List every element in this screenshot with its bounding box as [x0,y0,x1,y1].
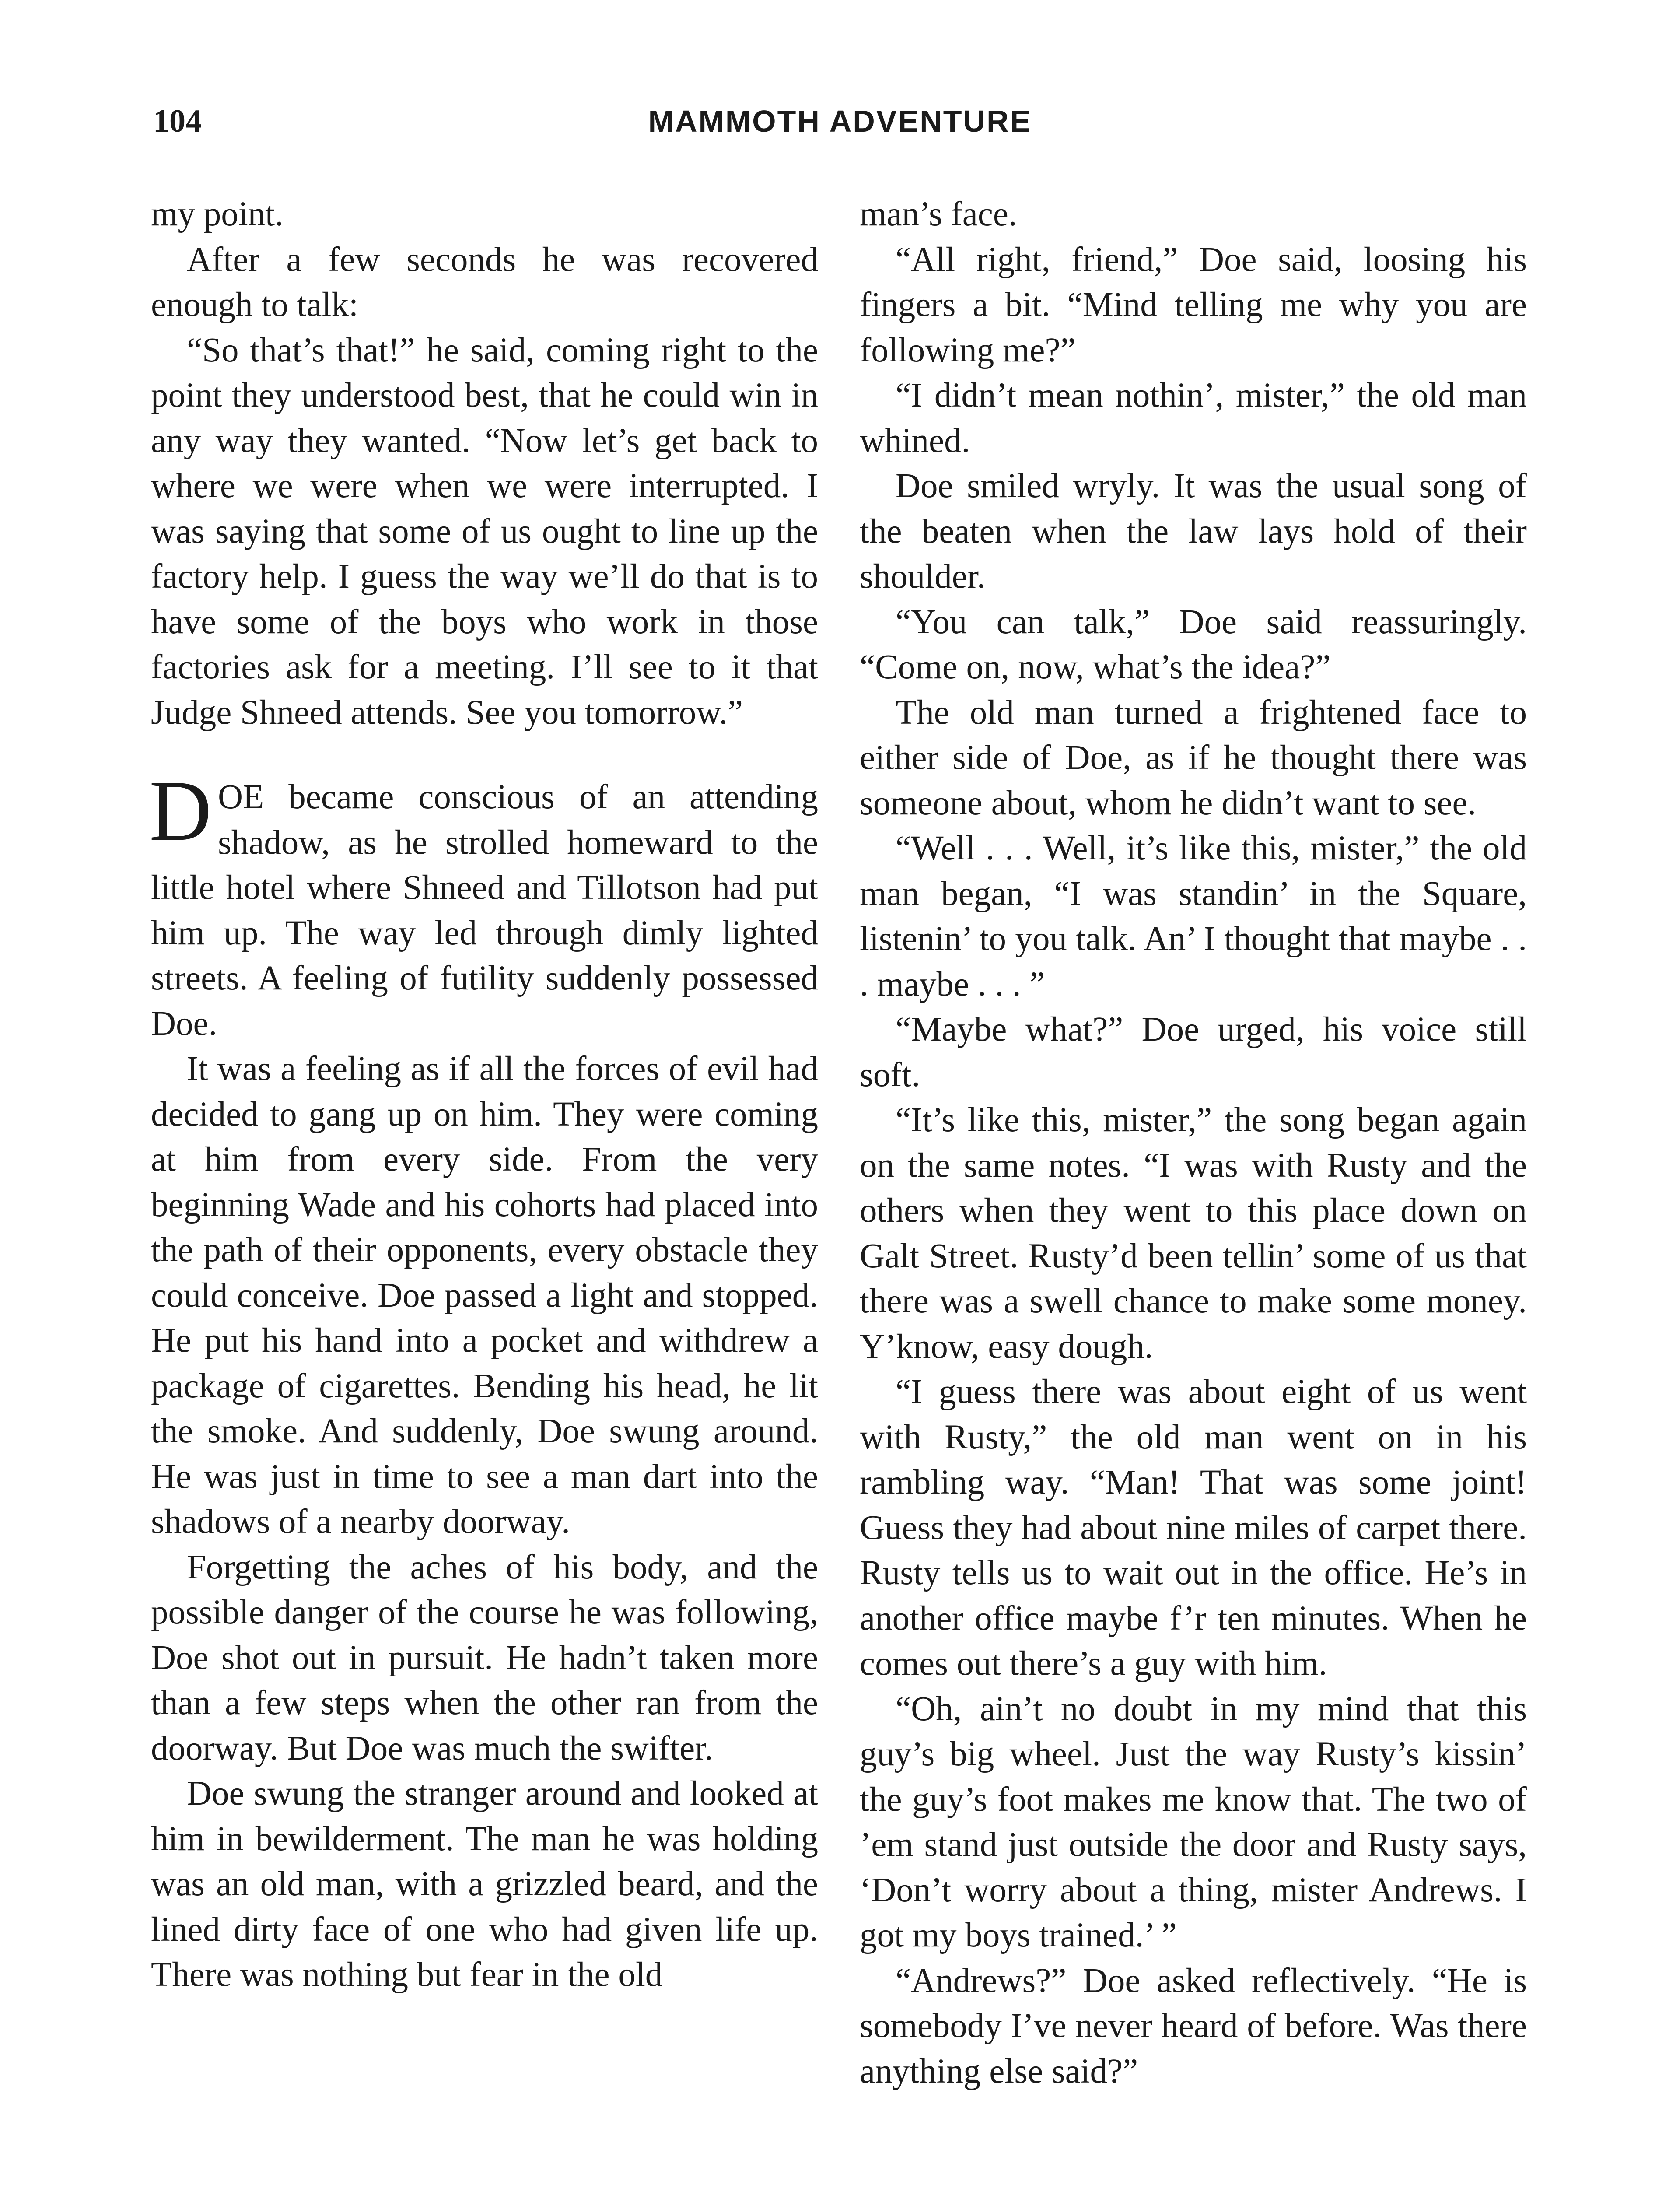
paragraph: The old man turned a frightened face to either side of Doe, as if he thought there was someone about, whom he didn’t want to see. [860,693,1527,822]
paragraph: “So that’s that!” he said, coming right to the point they understood best, that he could win in any way they wanted. “Now let’s get back to where we were when we were interrupted. I was saying that some of us ought to line up the factory help. I guess the way we’ll do that is to have some of the boys who work in those factories ask for a meeting. I’ll see to it that Judge Shneed attends. See you tomorrow.” [151,331,818,732]
paragraph: Doe smiled wryly. It was the usual song of the beaten when the law lays hold of their shoulder. [860,467,1527,596]
paragraph: “I didn’t mean nothin’, mister,” the old man whined. [860,376,1527,460]
right-column [860,192,1527,2094]
paragraph: “It’s like this, mister,” the song began again on the same notes. “I was with Rusty and the others when they went to this place down on Galt Street. Rusty’d been tellin’ some of us that there was a swell chance to make some money. Y’know, easy dough. [860,1101,1527,1366]
paragraph: “Well . . . Well, it’s like this, mister,” the old man began, “I was standin’ in the Square, listenin’ to you talk. An’ I thought that maybe . . . maybe . . . ” [860,829,1527,1003]
paragraph: Doe swung the stranger around and looked at him in bewilderment. The man he was holding was an old man, with a grizzled beard, and the lined dirty face of one who had given life up. There was nothing but fear in the old [151,1774,818,1994]
paragraph: “You can talk,” Doe said reassuringly. “Come on, now, what’s the idea?” [860,603,1527,686]
paragraph: man’s face. [860,195,1017,233]
page-number: 104 [153,103,202,139]
paragraph: It was a feeling as if all the forces of evil had decided to gang up on him. They were coming at him from every side. From the very beginning Wade and his cohorts had placed into the path of their opponents, every obstacle they could conceive. Doe passed a light and stopped. He put his hand into a pocket and withdrew a package of cigarettes. Bending his head, he lit the smoke. And suddenly, Doe swung around. He was just in time to see a man dart into the shadows of a nearby doorway. [151,1050,818,1541]
running-head: MAMMOTH ADVENTURE [648,104,1032,138]
paragraph: “All right, friend,” Doe said, loosing his fingers a bit. “Mind telling me why you are following me?” [860,240,1527,369]
paragraph: Forgetting the aches of his body, and the possible danger of the course he was following, Doe shot out in pursuit. He hadn’t taken more than a few steps when the other ran from the doorway. But Doe was much the swifter. [151,1548,818,1767]
paragraph: After a few seconds he was recovered enough to talk: [151,240,818,324]
section-opening-paragraph [149,763,818,1046]
paragraph: my point. [151,195,284,233]
paragraph-text: OE became conscious of an attending shadow, as he strolled homeward to the little hotel where Shneed and Tillotson had put him up. The way led through dimly lighted streets. A feeling of futility suddenly possessed Doe. [151,778,818,1043]
drop-cap: D [149,763,212,859]
paragraph: “Andrews?” Doe asked reflectively. “He is somebody I’ve never heard of before. Was there anything else said?” [860,1961,1527,2090]
paragraph: “I guess there was about eight of us went with Rusty,” the old man went on in his rambling way. “Man! That was some joint! Guess they had about nine miles of carpet there. Rusty tells us to wait out in the office. He’s in another office maybe f’r ten minutes. When he comes out there’s a guy with him. [860,1373,1527,1683]
left-column [151,192,818,1998]
paragraph: “Oh, ain’t no doubt in my mind that this guy’s big wheel. Just the way Rusty’s kissin’ the guy’s foot makes me know that. The two of ’em stand just outside the door and Rusty says, ‘Don’t worry about a thing, mister Andrews. I got my boys trained.’ ” [860,1690,1527,1954]
paragraph: “Maybe what?” Doe urged, his voice still soft. [860,1010,1527,1094]
page-header [153,97,1527,150]
